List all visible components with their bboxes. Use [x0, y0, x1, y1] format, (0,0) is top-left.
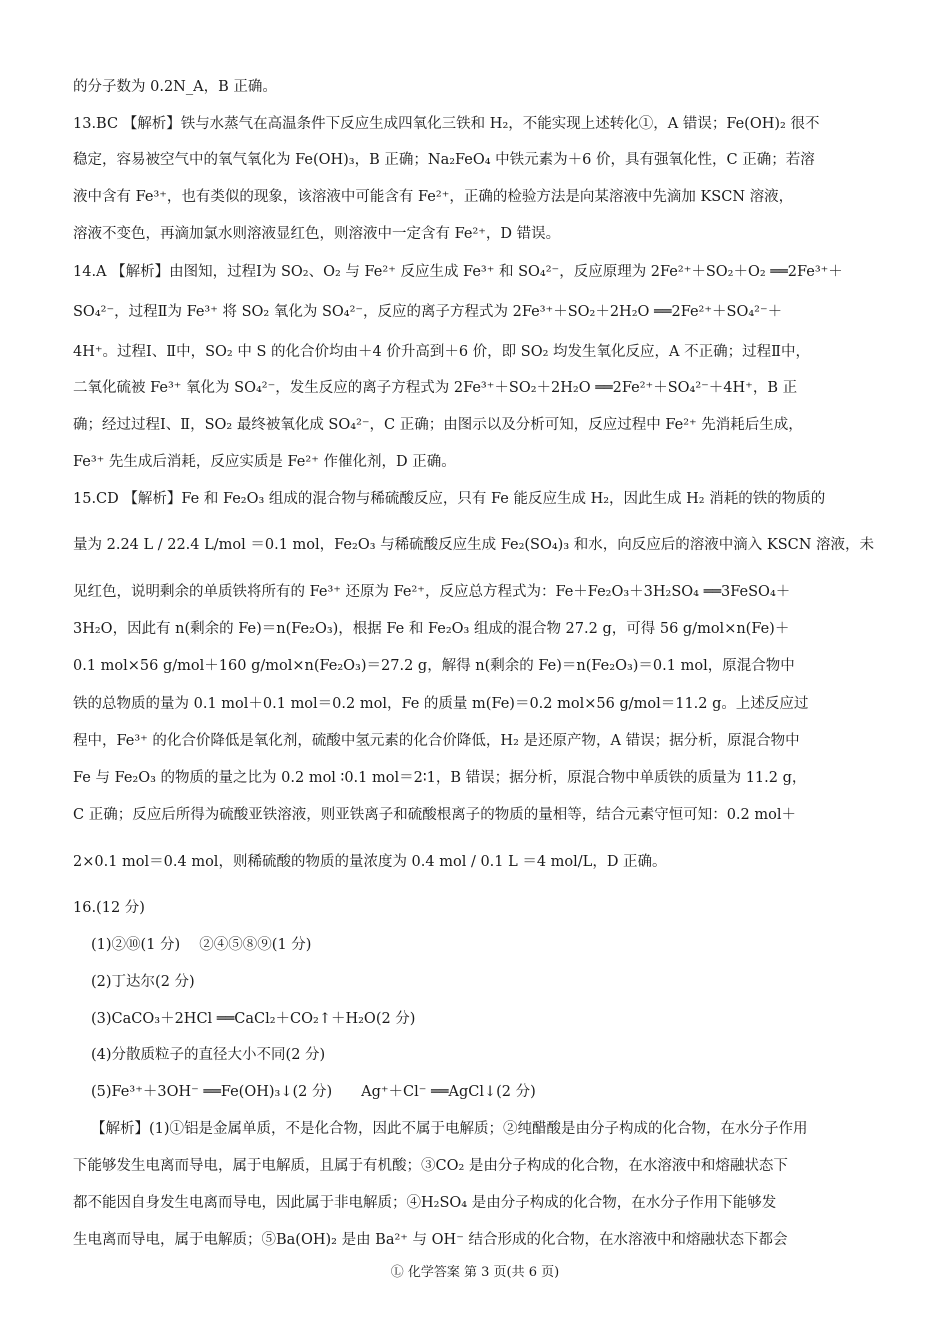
- text-line: 都不能因自身发生电离而导电，因此属于非电解质；④H₂SO₄ 是由分子构成的化合物，在水分子作用下能够发: [73, 1195, 777, 1211]
- text-line: 生电离而导电，属于电解质；⑤Ba(OH)₂ 是由 Ba²⁺ 与 OH⁻ 结合形成的化合物，在水溶液中和熔融状态下都会: [73, 1232, 788, 1248]
- text-line: 程中，Fe³⁺ 的化合价降低是氧化剂，硫酸中氢元素的化合价降低，H₂ 是还原产物，A 错误；据分析，原混合物中: [73, 733, 800, 749]
- text-line: 铁的总物质的量为 0.1 mol＋0.1 mol＝0.2 mol，Fe 的质量 m(Fe)＝0.2 mol×56 g/mol＝11.2 g。上述反应过: [73, 696, 809, 712]
- text-line: (3)CaCO₃＋2HCl ══CaCl₂＋CO₂↑＋H₂O(2 分): [91, 1011, 416, 1027]
- text-line: 稳定，容易被空气中的氧气氧化为 Fe(OH)₃，B 正确；Na₂FeO₄ 中铁元素为＋6 价，具有强氧化性，C 正确；若溶: [73, 152, 815, 168]
- text-line: 的分子数为 0.2N_A，B 正确。: [73, 79, 277, 95]
- text-line: 16.(12 分): [73, 900, 145, 916]
- text-line: 【解析】(1)①铝是金属单质，不是化合物，因此不属于电解质；②纯醋酸是由分子构成的化合物，在水分子作用: [91, 1121, 808, 1137]
- text-line: 确；经过过程Ⅰ、Ⅱ，SO₂ 最终被氧化成 SO₄²⁻，C 正确；由图示以及分析可知，反应过程中 Fe²⁺ 先消耗后生成，: [73, 417, 803, 433]
- text-line: 13.BC 【解析】铁与水蒸气在高温条件下反应生成四氧化三铁和 H₂，不能实现上述转化①，A 错误；Fe(OH)₂ 很不: [73, 116, 820, 132]
- text-line: 下能够发生电离而导电，属于电解质，且属于有机酸；③CO₂ 是由分子构成的化合物，在水溶液中和熔融状态下: [73, 1158, 788, 1174]
- page-footer: Ⓛ 化学答案 第 3 页(共 6 页): [390, 1265, 560, 1280]
- text-line: (4)分散质粒子的直径大小不同(2 分): [91, 1047, 326, 1063]
- text-line: 15.CD 【解析】Fe 和 Fe₂O₃ 组成的混合物与稀硫酸反应，只有 Fe 能反应生成 H₂，因此生成 H₂ 消耗的铁的物质的: [73, 491, 826, 507]
- text-line: 溶液不变色，再滴加氯水则溶液显红色，则溶液中一定含有 Fe²⁺，D 错误。: [73, 226, 561, 242]
- text-line: Fe 与 Fe₂O₃ 的物质的量之比为 0.2 mol ∶0.1 mol＝2∶1，B 错误；据分析，原混合物中单质铁的质量为 11.2 g，: [73, 770, 807, 786]
- text-line: (5)Fe³⁺＋3OH⁻ ══Fe(OH)₃↓(2 分) Ag⁺＋Cl⁻ ══AgCl↓(2 分): [91, 1084, 536, 1100]
- text-line: 3H₂O，因此有 n(剩余的 Fe)＝n(Fe₂O₃)，根据 Fe 和 Fe₂O₃ 组成的混合物 27.2 g，可得 56 g/mol×n(Fe)＋: [73, 621, 790, 637]
- text-line: 14.A 【解析】由图知，过程Ⅰ为 SO₂、O₂ 与 Fe²⁺ 反应生成 Fe³⁺ 和 SO₄²⁻，反应原理为 2Fe²⁺＋SO₂＋O₂ ══2Fe³⁺＋: [73, 264, 843, 280]
- text-line: C 正确；反应后所得为硫酸亚铁溶液，则亚铁离子和硫酸根离子的物质的量相等，结合元素守恒可知：0.2 mol＋: [73, 807, 796, 823]
- text-line: 二氧化硫被 Fe³⁺ 氧化为 SO₄²⁻，发生反应的离子方程式为 2Fe³⁺＋SO₂＋2H₂O ══2Fe²⁺＋SO₄²⁻＋4H⁺，B 正: [73, 380, 798, 396]
- text-line: 2×0.1 mol＝0.4 mol，则稀硫酸的物质的量浓度为 0.4 mol / 0.1 L ＝4 mol/L，D 正确。: [73, 854, 667, 870]
- text-line: 液中含有 Fe³⁺，也有类似的现象，该溶液中可能含有 Fe²⁺，正确的检验方法是向某溶液中先滴加 KSCN 溶液，: [73, 189, 794, 205]
- text-line: (1)②⑩(1 分) ②④⑤⑧⑨(1 分): [91, 937, 312, 953]
- text-line: Fe³⁺ 先生成后消耗，反应实质是 Fe²⁺ 作催化剂，D 正确。: [73, 454, 456, 470]
- text-line: (2)丁达尔(2 分): [91, 974, 195, 990]
- text-line: 量为 2.24 L / 22.4 L/mol ＝0.1 mol，Fe₂O₃ 与稀硫酸反应生成 Fe₂(SO₄)₃ 和水，向反应后的溶液中滴入 KSCN 溶液，未: [73, 537, 875, 553]
- text-line: 见红色，说明剩余的单质铁将所有的 Fe³⁺ 还原为 Fe²⁺，反应总方程式为：Fe＋Fe₂O₃＋3H₂SO₄ ══3FeSO₄＋: [73, 584, 791, 600]
- text-line: 0.1 mol×56 g/mol＋160 g/mol×n(Fe₂O₃)＝27.2 g，解得 n(剩余的 Fe)＝n(Fe₂O₃)＝0.1 mol，原混合物中: [73, 658, 795, 674]
- text-line: SO₄²⁻，过程Ⅱ为 Fe³⁺ 将 SO₂ 氧化为 SO₄²⁻，反应的离子方程式为 2Fe³⁺＋SO₂＋2H₂O ══2Fe²⁺＋SO₄²⁻＋: [73, 304, 783, 320]
- text-line: 4H⁺。过程Ⅰ、Ⅱ中，SO₂ 中 S 的化合价均由＋4 价升高到＋6 价，即 SO₂ 均发生氧化反应，A 不正确；过程Ⅱ中，: [73, 344, 810, 360]
